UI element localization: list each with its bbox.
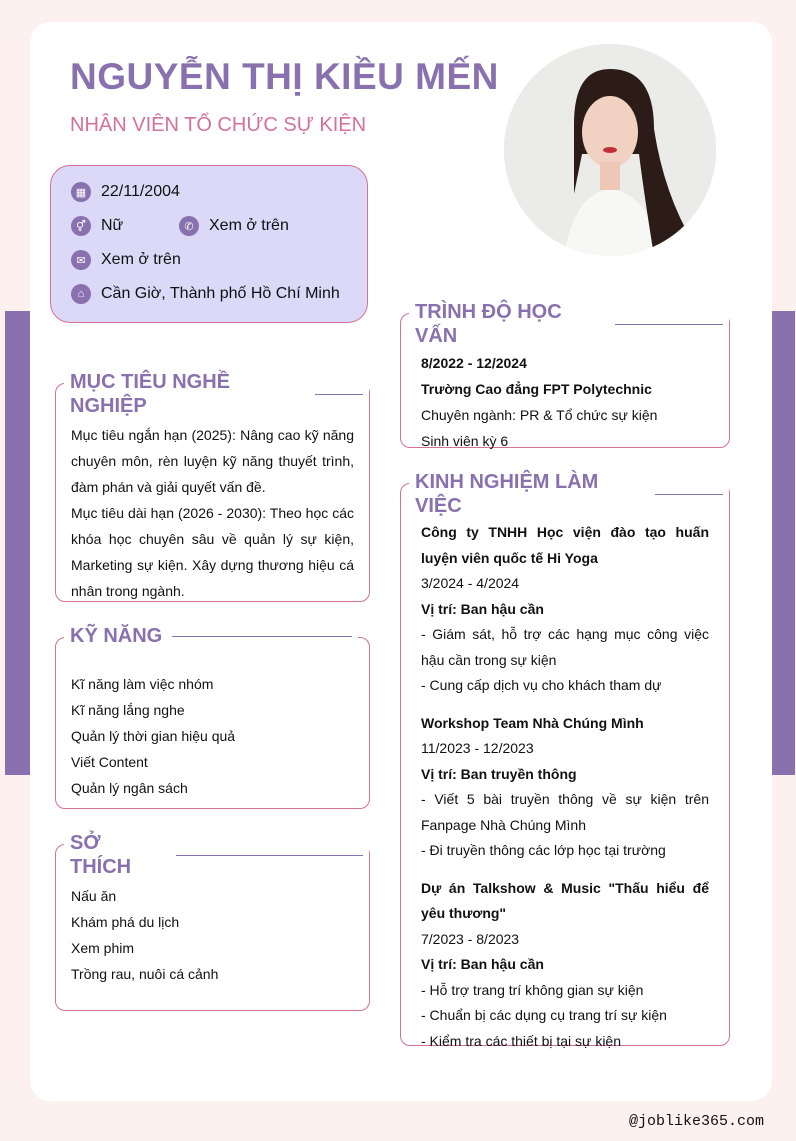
skill-item: Kĩ năng làm việc nhóm [71, 676, 214, 692]
job-entry [421, 876, 709, 1055]
skill-item: Quản lý ngân sách [71, 780, 188, 796]
job-role: Vị trí: Ban truyền thông [421, 765, 577, 782]
objective-heading: MỤC TIÊU NGHỀ NGHIỆP [70, 371, 230, 417]
job-task: - Giám sát, hỗ trợ các hạng mục công việc hậu cần trong sự kiện [421, 626, 709, 668]
experience-heading: KINH NGHIỆM LÀM VIỆC [415, 471, 599, 517]
job-role: Vị trí: Ban hậu cần [421, 600, 544, 617]
calendar-icon: ▦ [71, 182, 91, 202]
education-note: Sinh viên kỳ 6 [421, 433, 509, 449]
education-school: Trường Cao đẳng FPT Polytechnic [421, 381, 652, 397]
hobbies-heading: SỞ THÍCH [70, 832, 132, 878]
hobbies-section [55, 832, 370, 1011]
education-period: 8/2022 - 12/2024 [421, 355, 527, 371]
skills-heading: KỸ NĂNG [70, 625, 163, 647]
skill-item: Viết Content [71, 754, 148, 770]
job-task: - Cung cấp dịch vụ cho khách tham dự [421, 677, 662, 693]
contact-info-box [50, 165, 368, 323]
hobby-item: Khám phá du lịch [71, 914, 180, 930]
objective-long: Mục tiêu dài hạn (2026 - 2030): Theo học các khóa học chuyên sâu về quản lý sự kiện, Marketing sự kiện. Xây dựng thương hiệu cá nhân trong ngành. [71, 505, 354, 599]
job-role: Vị trí: Ban hậu cần [421, 956, 544, 972]
address: Cần Giờ, Thành phố Hồ Chí Minh [101, 285, 340, 302]
objective-section [55, 371, 370, 602]
job-entry [421, 711, 709, 864]
gender: Nữ [101, 217, 124, 234]
skills-section [55, 625, 370, 809]
education-major: Chuyên ngành: PR & Tổ chức sự kiện [421, 407, 658, 423]
job-task: - Kiểm tra các thiết bị tại sự kiện [421, 1032, 621, 1049]
phone: Xem ở trên [209, 217, 289, 234]
hobby-item: Xem phim [71, 940, 135, 956]
job-org: Dự án Talkshow & Music "Thấu hiểu để yêu thương" [421, 879, 709, 921]
hobby-item: Trồng rau, nuôi cá cảnh [71, 966, 219, 982]
job-period: 11/2023 - 12/2023 [421, 740, 534, 756]
gender-icon: ⚥ [71, 216, 91, 236]
skill-item: Kĩ năng lắng nghe [71, 702, 185, 718]
education-heading: TRÌNH ĐỘ HỌC VẤN [415, 301, 562, 347]
education-section [400, 301, 730, 449]
job-title: NHÂN VIÊN TỔ CHỨC SỰ KIỆN [70, 114, 367, 136]
experience-section [400, 471, 730, 1049]
profile-photo [504, 44, 716, 256]
job-task: - Đi truyền thông các lớp học tại trường [421, 842, 666, 858]
job-period: 3/2024 - 4/2024 [421, 575, 520, 591]
email: Xem ở trên [101, 251, 181, 268]
candidate-name: NGUYỄN THỊ KIỀU MẾN [70, 56, 499, 97]
right-accent-bar [772, 311, 795, 775]
skill-item: Quản lý thời gian hiệu quả [71, 728, 236, 744]
objective-short: Mục tiêu ngắn hạn (2025): Nâng cao kỹ năng chuyên môn, rèn luyện kỹ năng thuyết trình, đàm phán và giải quyết vấn đề. [71, 427, 354, 495]
left-accent-bar [5, 311, 31, 775]
job-task: - Chuẩn bị các dụng cụ trang trí sự kiện [421, 1007, 667, 1023]
email-icon: ✉ [71, 250, 91, 270]
job-entry [421, 520, 709, 699]
job-org: Workshop Team Nhà Chúng Mình [421, 714, 644, 731]
birthday: 22/11/2004 [101, 183, 180, 200]
job-task: - Viết 5 bài truyền thông về sự kiện trên Fanpage Nhà Chúng Mình [421, 791, 709, 833]
phone-icon: ✆ [179, 216, 199, 236]
watermark: @joblike365.com [628, 1113, 764, 1130]
hobby-item: Nấu ăn [71, 888, 117, 904]
home-icon: ⌂ [71, 284, 91, 304]
job-period: 7/2023 - 8/2023 [421, 930, 520, 947]
job-org: Công ty TNHH Học viện đào tạo huấn luyện viên quốc tế Hi Yoga [421, 524, 709, 566]
job-task: - Hỗ trợ trang trí không gian sự kiện [421, 981, 644, 998]
